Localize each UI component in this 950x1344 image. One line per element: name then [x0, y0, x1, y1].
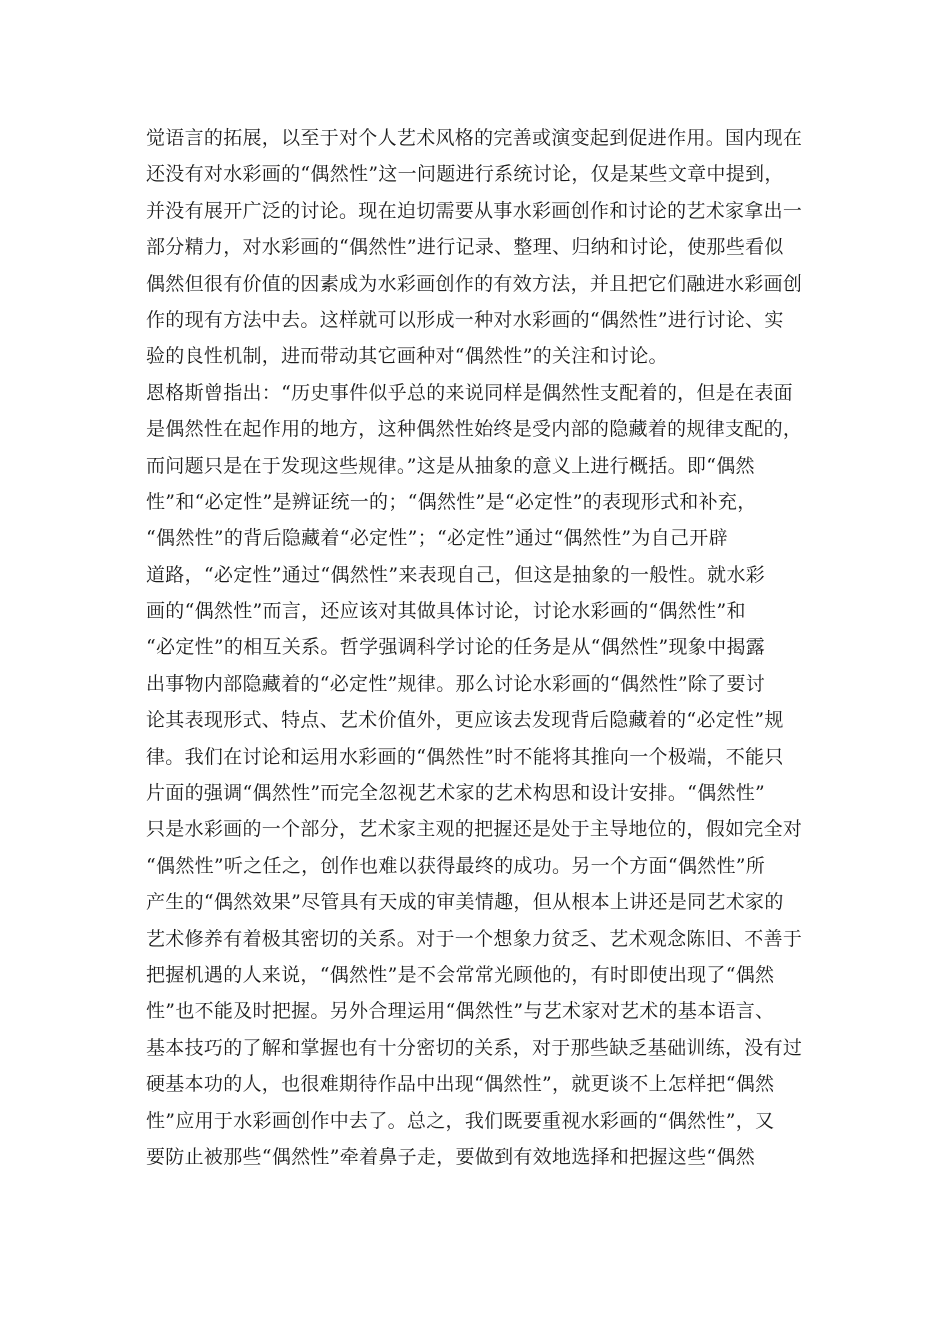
text-line: 部分精力，对水彩画的“偶然性”进行记录、整理、归纳和讨论，使那些看似 — [146, 236, 784, 259]
text-line: 出事物内部隐藏着的“必定性”规律。那么讨论水彩画的“偶然性”除了要讨 — [146, 672, 766, 695]
text-line: 并没有展开广泛的讨论。现在迫切需要从事水彩画创作和讨论的艺术家拿出一 — [146, 199, 803, 222]
text-line: 是偶然性在起作用的地方，这种偶然性始终是受内部的隐藏着的规律支配的， — [146, 418, 803, 441]
text-line: “偶然性”的背后隐藏着“必定性”；“必定性”通过“偶然性”为自己开辟 — [146, 527, 728, 550]
text-line: 艺术修养有着极其密切的关系。对于一个想象力贫乏、艺术观念陈旧、不善于 — [146, 927, 803, 950]
text-line: 作的现有方法中去。这样就可以形成一种对水彩画的“偶然性”进行讨论、实 — [146, 308, 784, 331]
text-line: 硬基本功的人，也很难期待作品中出现“偶然性”，就更谈不上怎样把“偶然 — [146, 1073, 775, 1096]
text-line: “必定性”的相互关系。哲学强调科学讨论的任务是从“偶然性”现象中揭露 — [146, 636, 766, 659]
text-line: 画的“偶然性”而言，还应该对其做具体讨论，讨论水彩画的“偶然性”和 — [146, 600, 746, 623]
text-line: 验的良性机制，进而带动其它画种对“偶然性”的关注和讨论。 — [146, 345, 668, 368]
text-line: 要防止被那些“偶然性”牵着鼻子走，要做到有效地选择和把握这些“偶然 — [146, 1145, 756, 1168]
text-line: 片面的强调“偶然性”而完全忽视艺术家的艺术构思和设计安排。“偶然性” — [146, 782, 766, 805]
text-line: 觉语言的拓展，以至于对个人艺术风格的完善或演变起到促进作用。国内现在 — [146, 127, 803, 149]
text-line: “偶然性”听之任之，创作也难以获得最终的成功。另一个方面“偶然性”所 — [146, 854, 766, 877]
text-line: 把握机遇的人来说，“偶然性”是不会常常光顾他的，有时即使出现了“偶然 — [146, 963, 775, 986]
text-line: 律。我们在讨论和运用水彩画的“偶然性”时不能将其推向一个极端，不能只 — [146, 745, 784, 768]
text-line: 性”和“必定性”是辨证统一的；“偶然性”是“必定性”的表现形式和补充， — [146, 490, 757, 513]
text-line: 还没有对水彩画的“偶然性”这一问题进行系统讨论，仅是某些文章中提到， — [146, 163, 784, 186]
text-line: 偶然但很有价值的因素成为水彩画创作的有效方法，并且把它们融进水彩画创 — [146, 272, 803, 295]
text-line: 性”应用于水彩画创作中去了。总之，我们既要重视水彩画的“偶然性”，又 — [146, 1109, 775, 1132]
text-line: 基本技巧的了解和掌握也有十分密切的关系，对于那些缺乏基础训练，没有过 — [146, 1036, 803, 1059]
text-line: 而问题只是在于发现这些规律。”这是从抽象的意义上进行概括。即“偶然 — [146, 454, 755, 477]
text-line: 只是水彩画的一个部分，艺术家主观的把握还是处于主导地位的，假如完全对 — [146, 818, 803, 841]
text-line: 论其表现形式、特点、艺术价值外，更应该去发现背后隐藏着的“必定性”规 — [146, 709, 784, 732]
text-line: 恩格斯曾指出：“历史事件似乎总的来说同样是偶然性支配着的，但是在表面 — [146, 381, 793, 404]
text-line: 道路，“必定性”通过“偶然性”来表现自己，但这是抽象的一般性。就水彩 — [146, 563, 766, 586]
text-line: 产生的“偶然效果”尽管具有天成的审美情趣，但从根本上讲还是同艺术家的 — [146, 891, 784, 914]
text-line: 性”也不能及时把握。另外合理运用“偶然性”与艺术家对艺术的基本语言、 — [146, 1000, 775, 1023]
body-text — [146, 120, 826, 1175]
